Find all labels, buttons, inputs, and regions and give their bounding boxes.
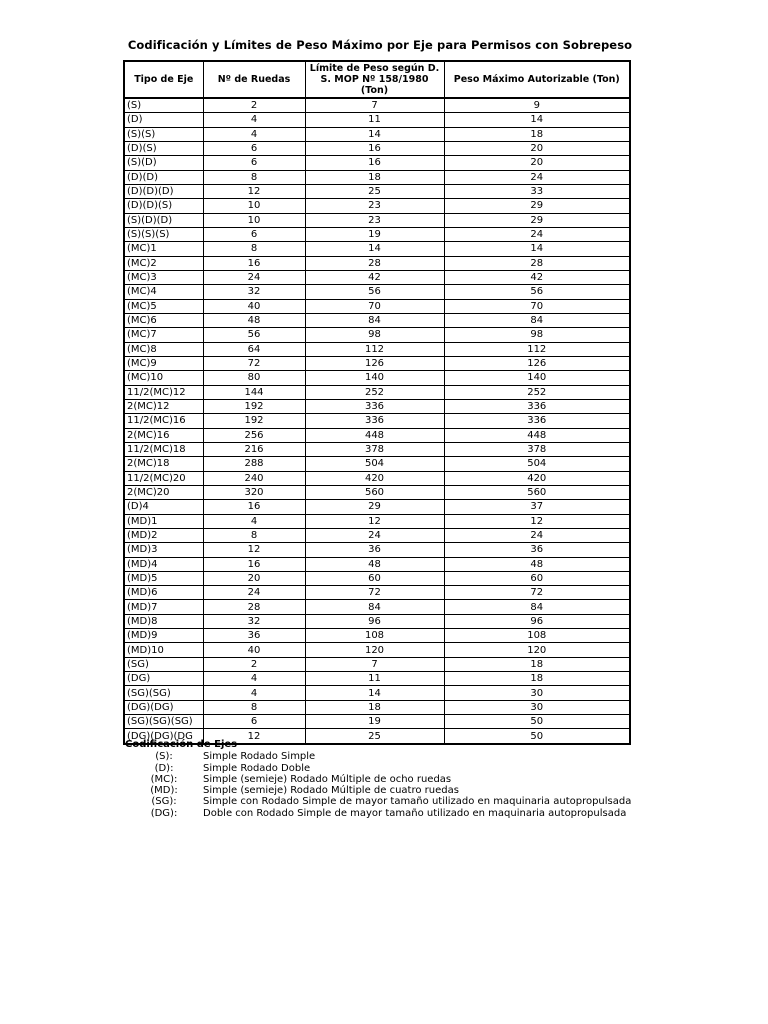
legend-item: [125, 763, 631, 774]
cell-legal-limit: 140: [305, 371, 444, 385]
cell-max-authorizable: 60: [444, 571, 630, 585]
cell-legal-limit: 23: [305, 213, 444, 227]
cell-wheel-count: 48: [203, 313, 305, 327]
table-row: [124, 227, 630, 241]
cell-max-authorizable: 72: [444, 586, 630, 600]
table-row: [124, 285, 630, 299]
cell-legal-limit: 126: [305, 356, 444, 370]
cell-legal-limit: 7: [305, 98, 444, 113]
cell-legal-limit: 42: [305, 270, 444, 284]
cell-axle-type: 11/2(MC)18: [124, 442, 203, 456]
cell-axle-type: (MD)8: [124, 614, 203, 628]
document-title: Codificación y Límites de Peso Máximo por Eje para Permisos con Sobrepeso: [127, 38, 633, 52]
cell-legal-limit: 19: [305, 227, 444, 241]
cell-wheel-count: 240: [203, 471, 305, 485]
cell-wheel-count: 40: [203, 643, 305, 657]
legend-description: Simple (semieje) Rodado Múltiple de cuatro ruedas: [203, 785, 459, 797]
cell-legal-limit: 336: [305, 414, 444, 428]
cell-axle-type: 11/2(MC)12: [124, 385, 203, 399]
axle-weight-table: [123, 60, 631, 745]
table-row: [124, 686, 630, 700]
cell-wheel-count: 2: [203, 657, 305, 671]
cell-max-authorizable: 18: [444, 672, 630, 686]
cell-legal-limit: 14: [305, 686, 444, 700]
table-row: [124, 700, 630, 714]
cell-legal-limit: 23: [305, 199, 444, 213]
cell-wheel-count: 320: [203, 485, 305, 499]
cell-wheel-count: 8: [203, 242, 305, 256]
table-row: [124, 514, 630, 528]
legend-list: [125, 751, 631, 819]
cell-axle-type: (DG): [124, 672, 203, 686]
cell-legal-limit: 60: [305, 571, 444, 585]
cell-axle-type: (S)(S): [124, 127, 203, 141]
table-row: [124, 442, 630, 456]
cell-legal-limit: 72: [305, 586, 444, 600]
table-row: [124, 643, 630, 657]
table-row: [124, 428, 630, 442]
cell-legal-limit: 420: [305, 471, 444, 485]
legend-item: [125, 785, 631, 796]
cell-wheel-count: 24: [203, 586, 305, 600]
cell-max-authorizable: 18: [444, 127, 630, 141]
cell-legal-limit: 70: [305, 299, 444, 313]
table-row: [124, 571, 630, 585]
cell-max-authorizable: 30: [444, 686, 630, 700]
cell-wheel-count: 24: [203, 270, 305, 284]
legend-code: (SG):: [151, 796, 177, 808]
table-row: [124, 184, 630, 198]
cell-max-authorizable: 24: [444, 227, 630, 241]
table-row: [124, 299, 630, 313]
table-row: [124, 371, 630, 385]
cell-max-authorizable: 84: [444, 313, 630, 327]
cell-wheel-count: 64: [203, 342, 305, 356]
cell-axle-type: (SG)(SG)(SG): [124, 715, 203, 729]
cell-axle-type: 2(MC)12: [124, 399, 203, 413]
cell-max-authorizable: 29: [444, 199, 630, 213]
cell-max-authorizable: 448: [444, 428, 630, 442]
cell-max-authorizable: 14: [444, 242, 630, 256]
legend-code: (MD):: [150, 785, 178, 797]
table-row: [124, 471, 630, 485]
cell-wheel-count: 4: [203, 686, 305, 700]
cell-axle-type: (MC)2: [124, 256, 203, 270]
cell-max-authorizable: 36: [444, 543, 630, 557]
cell-axle-type: 2(MC)16: [124, 428, 203, 442]
table-row: [124, 270, 630, 284]
cell-legal-limit: 7: [305, 657, 444, 671]
cell-max-authorizable: 120: [444, 643, 630, 657]
cell-legal-limit: 112: [305, 342, 444, 356]
cell-legal-limit: 18: [305, 700, 444, 714]
cell-axle-type: (MC)8: [124, 342, 203, 356]
table-row: [124, 342, 630, 356]
cell-max-authorizable: 48: [444, 557, 630, 571]
cell-wheel-count: 8: [203, 700, 305, 714]
cell-legal-limit: 108: [305, 629, 444, 643]
cell-axle-type: (D)(S): [124, 141, 203, 155]
cell-axle-type: (S)(D)(D): [124, 213, 203, 227]
table-row: [124, 600, 630, 614]
legend-title: Codificación de Ejes: [125, 739, 238, 750]
cell-legal-limit: 448: [305, 428, 444, 442]
cell-legal-limit: 560: [305, 485, 444, 499]
cell-axle-type: (MC)5: [124, 299, 203, 313]
cell-max-authorizable: 12: [444, 514, 630, 528]
cell-max-authorizable: 50: [444, 729, 630, 744]
cell-wheel-count: 56: [203, 328, 305, 342]
cell-wheel-count: 192: [203, 414, 305, 428]
cell-legal-limit: 19: [305, 715, 444, 729]
cell-wheel-count: 10: [203, 199, 305, 213]
cell-wheel-count: 4: [203, 127, 305, 141]
cell-wheel-count: 6: [203, 141, 305, 155]
cell-axle-type: (DG)(DG)(DG: [124, 729, 203, 744]
cell-axle-type: (MD)7: [124, 600, 203, 614]
cell-max-authorizable: 56: [444, 285, 630, 299]
table-row: [124, 313, 630, 327]
cell-wheel-count: 16: [203, 557, 305, 571]
table-row: [124, 199, 630, 213]
table-row: [124, 457, 630, 471]
table-row: [124, 399, 630, 413]
table-row: [124, 500, 630, 514]
cell-max-authorizable: 29: [444, 213, 630, 227]
cell-legal-limit: 56: [305, 285, 444, 299]
cell-axle-type: (D)(D)(S): [124, 199, 203, 213]
cell-max-authorizable: 24: [444, 170, 630, 184]
legend-code: (DG):: [150, 807, 178, 819]
table-row: [124, 256, 630, 270]
cell-wheel-count: 12: [203, 184, 305, 198]
cell-axle-type: (D): [124, 113, 203, 127]
cell-legal-limit: 336: [305, 399, 444, 413]
cell-wheel-count: 10: [203, 213, 305, 227]
legend-item: [125, 751, 631, 762]
cell-max-authorizable: 50: [444, 715, 630, 729]
cell-max-authorizable: 378: [444, 442, 630, 456]
cell-axle-type: (MC)1: [124, 242, 203, 256]
header-axle-type: Tipo de Eje: [124, 61, 203, 98]
cell-legal-limit: 24: [305, 528, 444, 542]
cell-max-authorizable: 140: [444, 371, 630, 385]
cell-wheel-count: 256: [203, 428, 305, 442]
table-header-row: [124, 61, 630, 98]
cell-axle-type: (MC)7: [124, 328, 203, 342]
cell-max-authorizable: 112: [444, 342, 630, 356]
table-row: [124, 98, 630, 113]
cell-max-authorizable: 20: [444, 141, 630, 155]
cell-axle-type: (MD)5: [124, 571, 203, 585]
legend-description: Simple (semieje) Rodado Múltiple de ocho ruedas: [203, 773, 452, 785]
legend-description: Simple Rodado Doble: [203, 762, 311, 774]
cell-legal-limit: 378: [305, 442, 444, 456]
cell-axle-type: 11/2(MC)16: [124, 414, 203, 428]
cell-wheel-count: 36: [203, 629, 305, 643]
cell-legal-limit: 36: [305, 543, 444, 557]
cell-axle-type: (D)(D): [124, 170, 203, 184]
cell-axle-type: (MC)3: [124, 270, 203, 284]
cell-wheel-count: 20: [203, 571, 305, 585]
header-max-authorizable: Peso Máximo Autorizable (Ton): [444, 61, 630, 98]
table-row: [124, 629, 630, 643]
cell-wheel-count: 216: [203, 442, 305, 456]
table-row: [124, 356, 630, 370]
cell-wheel-count: 6: [203, 715, 305, 729]
cell-wheel-count: 144: [203, 385, 305, 399]
cell-legal-limit: 25: [305, 184, 444, 198]
cell-wheel-count: 16: [203, 500, 305, 514]
cell-max-authorizable: 252: [444, 385, 630, 399]
legend-item: [125, 774, 631, 785]
table-row: [124, 557, 630, 571]
cell-axle-type: (D)(D)(D): [124, 184, 203, 198]
cell-wheel-count: 8: [203, 170, 305, 184]
cell-axle-type: (MD)3: [124, 543, 203, 557]
cell-legal-limit: 14: [305, 242, 444, 256]
legend-description: Doble con Rodado Simple de mayor tamaño utilizado en maquinaria autopropulsada: [203, 807, 627, 819]
cell-axle-type: (SG): [124, 657, 203, 671]
cell-legal-limit: 29: [305, 500, 444, 514]
table-row: [124, 242, 630, 256]
cell-wheel-count: 16: [203, 256, 305, 270]
cell-legal-limit: 98: [305, 328, 444, 342]
cell-wheel-count: 6: [203, 227, 305, 241]
cell-max-authorizable: 20: [444, 156, 630, 170]
cell-legal-limit: 28: [305, 256, 444, 270]
cell-legal-limit: 48: [305, 557, 444, 571]
table-row: [124, 586, 630, 600]
cell-wheel-count: 288: [203, 457, 305, 471]
cell-axle-type: (MD)4: [124, 557, 203, 571]
cell-max-authorizable: 28: [444, 256, 630, 270]
legend-description: Simple Rodado Simple: [203, 751, 316, 763]
table-row: [124, 385, 630, 399]
table-row: [124, 614, 630, 628]
cell-legal-limit: 120: [305, 643, 444, 657]
cell-axle-type: (MD)9: [124, 629, 203, 643]
cell-max-authorizable: 98: [444, 328, 630, 342]
table-row: [124, 170, 630, 184]
cell-max-authorizable: 84: [444, 600, 630, 614]
table-row: [124, 543, 630, 557]
cell-wheel-count: 12: [203, 729, 305, 744]
cell-wheel-count: 28: [203, 600, 305, 614]
cell-legal-limit: 11: [305, 113, 444, 127]
table-row: [124, 715, 630, 729]
legend-code: (S):: [155, 751, 173, 763]
cell-axle-type: (S)(D): [124, 156, 203, 170]
cell-wheel-count: 12: [203, 543, 305, 557]
cell-max-authorizable: 560: [444, 485, 630, 499]
cell-wheel-count: 40: [203, 299, 305, 313]
cell-max-authorizable: 504: [444, 457, 630, 471]
cell-axle-type: 2(MC)18: [124, 457, 203, 471]
cell-axle-type: (D)4: [124, 500, 203, 514]
cell-max-authorizable: 70: [444, 299, 630, 313]
cell-axle-type: (MD)1: [124, 514, 203, 528]
axle-code-legend: [125, 739, 631, 819]
cell-wheel-count: 80: [203, 371, 305, 385]
cell-max-authorizable: 126: [444, 356, 630, 370]
cell-legal-limit: 12: [305, 514, 444, 528]
cell-legal-limit: 25: [305, 729, 444, 744]
cell-axle-type: (SG)(SG): [124, 686, 203, 700]
cell-wheel-count: 4: [203, 672, 305, 686]
table-row: [124, 414, 630, 428]
cell-legal-limit: 84: [305, 600, 444, 614]
cell-max-authorizable: 336: [444, 414, 630, 428]
cell-legal-limit: 18: [305, 170, 444, 184]
cell-wheel-count: 4: [203, 113, 305, 127]
cell-axle-type: (MC)10: [124, 371, 203, 385]
cell-wheel-count: 32: [203, 285, 305, 299]
cell-max-authorizable: 9: [444, 98, 630, 113]
table-row: [124, 328, 630, 342]
table-row: [124, 113, 630, 127]
cell-axle-type: (MC)9: [124, 356, 203, 370]
cell-max-authorizable: 420: [444, 471, 630, 485]
cell-wheel-count: 8: [203, 528, 305, 542]
cell-max-authorizable: 37: [444, 500, 630, 514]
legend-code: (MC):: [150, 773, 178, 785]
legend-item: [125, 808, 631, 819]
cell-max-authorizable: 24: [444, 528, 630, 542]
cell-max-authorizable: 336: [444, 399, 630, 413]
cell-axle-type: 11/2(MC)20: [124, 471, 203, 485]
cell-legal-limit: 84: [305, 313, 444, 327]
cell-legal-limit: 252: [305, 385, 444, 399]
cell-max-authorizable: 108: [444, 629, 630, 643]
cell-legal-limit: 16: [305, 156, 444, 170]
table-row: [124, 141, 630, 155]
cell-max-authorizable: 42: [444, 270, 630, 284]
table-row: [124, 485, 630, 499]
cell-legal-limit: 16: [305, 141, 444, 155]
header-legal-limit: Límite de Peso según D. S. MOP Nº 158/1980 (Ton): [305, 61, 444, 98]
cell-axle-type: (S): [124, 98, 203, 113]
cell-max-authorizable: 33: [444, 184, 630, 198]
cell-wheel-count: 2: [203, 98, 305, 113]
cell-axle-type: (MC)6: [124, 313, 203, 327]
cell-axle-type: (DG)(DG): [124, 700, 203, 714]
table-row: [124, 528, 630, 542]
cell-legal-limit: 11: [305, 672, 444, 686]
cell-max-authorizable: 14: [444, 113, 630, 127]
table-row: [124, 672, 630, 686]
cell-wheel-count: 6: [203, 156, 305, 170]
cell-max-authorizable: 96: [444, 614, 630, 628]
cell-wheel-count: 192: [203, 399, 305, 413]
cell-legal-limit: 96: [305, 614, 444, 628]
legend-code: (D):: [154, 762, 174, 774]
cell-wheel-count: 4: [203, 514, 305, 528]
cell-legal-limit: 14: [305, 127, 444, 141]
cell-axle-type: 2(MC)20: [124, 485, 203, 499]
legend-description: Simple con Rodado Simple de mayor tamaño utilizado en maquinaria autopropulsada: [203, 796, 632, 808]
cell-axle-type: (MD)10: [124, 643, 203, 657]
table-row: [124, 657, 630, 671]
cell-axle-type: (MD)2: [124, 528, 203, 542]
table-row: [124, 213, 630, 227]
cell-wheel-count: 32: [203, 614, 305, 628]
cell-axle-type: (MD)6: [124, 586, 203, 600]
cell-axle-type: (MC)4: [124, 285, 203, 299]
legend-item: [125, 796, 631, 807]
cell-wheel-count: 72: [203, 356, 305, 370]
table-row: [124, 127, 630, 141]
table-body: [124, 98, 630, 744]
cell-axle-type: (S)(S)(S): [124, 227, 203, 241]
cell-legal-limit: 504: [305, 457, 444, 471]
cell-max-authorizable: 18: [444, 657, 630, 671]
cell-max-authorizable: 30: [444, 700, 630, 714]
header-wheel-count: Nº de Ruedas: [203, 61, 305, 98]
table-row: [124, 156, 630, 170]
